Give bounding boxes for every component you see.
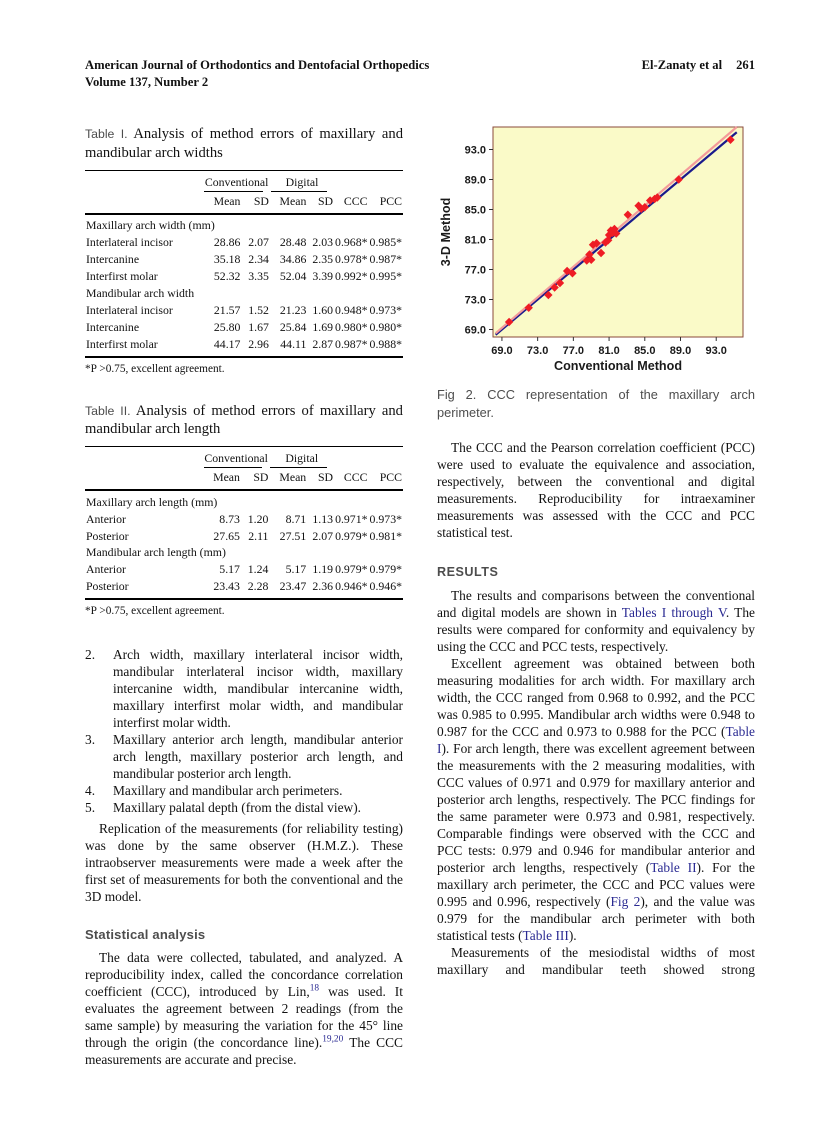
row-label: Maxillary arch length (mm) (86, 494, 218, 509)
table-cell: 8.71 (285, 511, 307, 526)
numbered-list (85, 646, 403, 816)
y-tick-label: 93.0 (464, 144, 486, 157)
column-group-row (85, 447, 403, 468)
table-row (85, 511, 403, 528)
table-cell: 44.11 (280, 336, 307, 351)
table-cell: 1.52 (248, 302, 269, 317)
y-tick-label: 77.0 (464, 264, 486, 277)
replication-paragraph: Replication of the measurements (for reliability testing) was done by the same observer (H.M.Z.). These intraobserver measurements were made a week after the first set of measurements for both the conventional and the 3D model. (85, 821, 403, 905)
y-axis-label: 3-D Method (439, 197, 453, 267)
statistical-analysis-heading: Statistical analysis (85, 927, 206, 943)
table-cell: 0.973* (369, 511, 402, 526)
list-item-number: 2. (85, 647, 96, 663)
table-1-block (85, 125, 403, 375)
table-cell: 3.39 (312, 268, 334, 283)
table-2 (85, 446, 403, 600)
list-item-text: Maxillary and mandibular arch perimeters. (113, 783, 343, 799)
table-cell: 0.968* (335, 235, 368, 250)
column-header: PCC (369, 468, 403, 490)
table-cell: 2.87 (312, 336, 334, 351)
row-label: Intercanine (86, 252, 140, 267)
text-segment: The results and comparisons between the conventional and digital models are shown in (437, 588, 755, 621)
y-tick-label: 85.0 (464, 204, 486, 217)
table-cell: 0.992* (335, 268, 368, 283)
x-tick-label: 77.0 (562, 345, 585, 357)
table-cell: 52.04 (279, 268, 307, 283)
table-row (85, 214, 403, 235)
table-cell: 2.07 (248, 235, 269, 250)
column-header: CCC (334, 468, 368, 490)
text-segment: ). (568, 928, 577, 944)
table-row (85, 252, 403, 269)
author-head: El-Zanaty et al (641, 58, 723, 72)
table-cell: 2.03 (312, 235, 334, 250)
x-axis-label: Conventional Method (553, 359, 683, 373)
table-cell: 34.86 (279, 252, 307, 267)
table-row (85, 490, 403, 511)
table-cell: 1.24 (247, 562, 269, 577)
row-label: Interfirst molar (86, 336, 158, 351)
table-cell: 0.985* (369, 235, 402, 250)
running-head (642, 57, 755, 74)
journal-info (85, 57, 429, 90)
table-cell: 2.11 (248, 528, 269, 543)
table-cell: 2.28 (247, 579, 269, 594)
list-item-text: Maxillary palatal depth (from the distal view). (113, 800, 362, 816)
table-cell: 0.979* (335, 528, 368, 543)
table-cell: 2.96 (248, 336, 269, 351)
table-cell: 1.13 (312, 511, 334, 526)
page-header (85, 57, 755, 90)
row-label: Anterior (86, 562, 126, 577)
data-table (85, 170, 403, 358)
table-cell: 0.988* (369, 336, 402, 351)
table-cell: 0.946* (369, 579, 402, 594)
table-cell: 0.948* (335, 302, 368, 317)
x-tick-label: 69.0 (491, 345, 513, 357)
list-item-text: Maxillary anterior arch length, mandibular anterior arch length, maxillary posterior arch length, and mandibular posterior arch length. (113, 732, 403, 782)
table-cell: 1.20 (247, 511, 269, 526)
results-heading: RESULTS (437, 565, 499, 580)
column-group-label: Digital (270, 170, 334, 191)
table-cell: 0.979* (369, 562, 402, 577)
table-cell: 0.978* (335, 252, 368, 267)
x-tick-label: 81.0 (598, 345, 620, 357)
table-cell: 23.47 (279, 579, 307, 594)
x-tick-label: 73.0 (526, 345, 549, 357)
table-cell: 52.32 (213, 268, 241, 283)
results-paragraph-1 (437, 587, 755, 655)
table-cell: 0.995* (369, 268, 402, 283)
table-cell: 28.86 (213, 235, 241, 250)
table-2-caption-title: Analysis of method errors of maxillary and mandibular arch length (85, 402, 403, 438)
journal-volume: Volume 137, Number 2 (85, 74, 209, 89)
left-column (85, 125, 403, 1068)
table-cell: 3.35 (248, 268, 269, 283)
row-label: Interlateral incisor (86, 302, 173, 317)
table-cell: 0.980* (369, 319, 402, 334)
ccc-scatter-chart (437, 121, 755, 373)
figure-2-caption: Fig 2. CCC representation of the maxillary arch perimeter. (437, 387, 755, 420)
x-tick-label: 93.0 (705, 345, 727, 357)
column-header: SD (241, 468, 269, 490)
y-tick-label: 81.0 (464, 234, 486, 247)
table-cell: 0.946* (335, 579, 368, 594)
text-segment: The data were collected, tabulated, and analyzed. A reproducibility index, called the concordance correlation coefficient (CCC), introduced by Lin, (85, 950, 403, 1000)
column-header: SD (307, 468, 334, 490)
table-cell: 0.980* (335, 319, 368, 334)
list-item (85, 646, 403, 731)
column-group-label: Conventional (203, 170, 270, 191)
table-cell: 8.73 (219, 511, 240, 526)
table-cell: 21.57 (213, 302, 241, 317)
table-cell: 2.36 (312, 579, 334, 594)
table-cell: 35.18 (213, 252, 241, 267)
row-label: Mandibular arch width (86, 285, 195, 300)
table-cell: 1.67 (248, 319, 269, 334)
table-cell: 2.34 (248, 252, 269, 267)
table-2-footnote: *P >0.75, excellent agreement. (85, 605, 225, 618)
table-cell: 0.979* (335, 562, 368, 577)
list-item-number: 5. (85, 800, 96, 816)
ccc-pcc-paragraph: The CCC and the Pearson correlation coefficient (PCC) were used to evaluate the equivalence and association, respectively, between the conventional and digital measurements. Reproducibility for intraexaminer measurements was assessed with the CCC and PCC statistical test. (437, 440, 755, 541)
page-number: 261 (736, 58, 755, 72)
cross-ref-link[interactable]: Table III (522, 928, 569, 944)
table-row (85, 545, 403, 562)
table-cell: 44.17 (213, 336, 241, 351)
table-row (85, 319, 403, 336)
list-item (85, 731, 403, 782)
table-cell: 27.51 (279, 528, 307, 543)
table-row (85, 336, 403, 356)
row-label: Interfirst molar (86, 268, 158, 283)
table-row (85, 528, 403, 545)
table-cell: 21.23 (279, 302, 307, 317)
row-label: Posterior (86, 579, 129, 594)
text-segment: ), and the value was 0.979 for the mandibular arch perimeter with both statistical tests ( (437, 894, 756, 944)
column-header: SD (241, 192, 269, 214)
x-tick-label: 89.0 (669, 345, 692, 357)
table-cell: 25.80 (213, 319, 241, 334)
table-cell: 1.19 (312, 562, 334, 577)
column-header-row (85, 468, 403, 490)
journal-title: American Journal of Orthodontics and Dentofacial Orthopedics (85, 58, 430, 72)
table-1 (85, 170, 403, 358)
row-label: Posterior (86, 528, 129, 543)
text-segment: ). For arch length, there was excellent agreement between the measurements with the 2 measuring modalities, with CCC values of 0.971 and 0.979 for maxillary anterior and posterior arch lengths, respectively. The PCC findings for the same parameter were 0.973 and 0.981, respectively. Comparable findings were observed with the CCC and PCC tests: 0.979 and 0.946 for mandibular anterior and posterior arch lengths, respectively ( (437, 741, 755, 876)
text-segment: ). For the maxillary arch perimeter, the CCC and PCC values were 0.995 and 0.996, respectively ( (437, 860, 755, 910)
list-item-text: Arch width, maxillary interlateral incisor width, mandibular interlateral incisor width, maxillary intercanine width, mandibular intercanine width, maxillary interfirst molar width, and mandibular interfirst molar width. (113, 647, 403, 731)
column-header: PCC (369, 192, 404, 214)
table-row (85, 235, 403, 252)
row-label: Anterior (86, 511, 126, 526)
row-label: Mandibular arch length (mm) (86, 545, 226, 560)
table-cell: 5.17 (285, 562, 307, 577)
table-2-block (85, 402, 403, 618)
list-item (85, 799, 403, 816)
table-cell: 25.84 (279, 319, 307, 334)
column-header: SD (307, 192, 334, 214)
text-segment: Excellent agreement was obtained between both measuring modalities for arch width. For maxillary arch width, the CCC ranged from 0.968 to 0.992, and the PCC was 0.985 to 0.995. Mandibular arch widths were 0.948 to 0.987 for the CCC and 0.973 to 0.988 for the PCC ( (437, 656, 755, 740)
list-item (85, 782, 403, 799)
table-cell: 1.69 (312, 319, 334, 334)
table-cell: 0.971* (335, 511, 368, 526)
table-2-caption (85, 402, 403, 440)
results-paragraph-3: Measurements of the mesiodistal widths of most maxillary and mandibular teeth showed strong (437, 945, 755, 978)
column-group-row (85, 170, 403, 191)
table-cell: 2.35 (312, 252, 334, 267)
table-cell: 0.987* (335, 336, 368, 351)
table-row (85, 285, 403, 302)
cross-ref-link[interactable]: 18 (309, 983, 320, 994)
text-segment: The CCC measurements are accurate and precise. (85, 1035, 403, 1068)
table-row (85, 302, 403, 319)
table-row (85, 268, 403, 285)
column-header: Mean (269, 468, 307, 490)
statistical-analysis-paragraph (85, 949, 403, 1068)
cross-ref-link[interactable]: Tables I through V (621, 605, 726, 621)
table-1-footnote: *P >0.75, excellent agreement. (85, 362, 225, 375)
column-header-row (85, 192, 403, 214)
table-cell: 0.987* (369, 252, 402, 267)
column-header: CCC (334, 192, 368, 214)
table-2-caption-label: Table II. (85, 403, 131, 418)
column-header: Mean (270, 192, 307, 214)
cross-ref-link[interactable]: Fig 2 (610, 894, 641, 910)
row-label: Maxillary arch width (mm) (86, 218, 215, 233)
table-cell: 0.981* (369, 528, 402, 543)
right-column (437, 121, 755, 978)
list-item-number: 4. (85, 783, 96, 799)
cross-ref-link[interactable]: Table I (437, 724, 755, 757)
table-1-caption-title: Analysis of method errors of maxillary and mandibular arch widths (85, 126, 403, 161)
column-header: Mean (203, 192, 241, 214)
text-segment: . The results were compared for conformity and equivalency by using the CCC and PCC tests, respectively. (437, 605, 755, 655)
table-cell: 27.65 (213, 528, 240, 543)
table-1-caption (85, 125, 403, 163)
table-1-caption-label: Table I. (85, 127, 128, 141)
results-paragraph-2 (437, 655, 755, 944)
y-tick-label: 73.0 (464, 294, 486, 307)
list-item-number: 3. (85, 732, 96, 748)
cross-ref-link[interactable]: 19,20 (322, 1034, 344, 1045)
data-table (85, 446, 403, 600)
table-cell: 28.48 (279, 235, 307, 250)
table-cell: 2.07 (312, 528, 334, 543)
table-cell: 1.60 (312, 302, 334, 317)
cross-ref-link[interactable]: Table II (650, 860, 697, 876)
text-segment: was used. It evaluates the agreement between 2 readings (from the same sample) by measuring the variation for the 45° line through the origin (the concordance line). (85, 984, 403, 1051)
column-group-label: Conventional (203, 447, 270, 468)
column-group-label: Digital (269, 447, 334, 468)
table-cell: 0.973* (369, 302, 402, 317)
column-header: Mean (203, 468, 241, 490)
row-label: Intercanine (86, 319, 140, 334)
table-cell: 5.17 (219, 562, 240, 577)
figure-2-block (437, 121, 755, 421)
table-row (85, 562, 403, 579)
y-tick-label: 89.0 (464, 174, 486, 187)
table-row (85, 579, 403, 599)
y-tick-label: 69.0 (464, 324, 486, 337)
x-tick-label: 85.0 (634, 345, 656, 357)
row-label: Interlateral incisor (86, 235, 173, 250)
table-cell: 23.43 (213, 579, 240, 594)
